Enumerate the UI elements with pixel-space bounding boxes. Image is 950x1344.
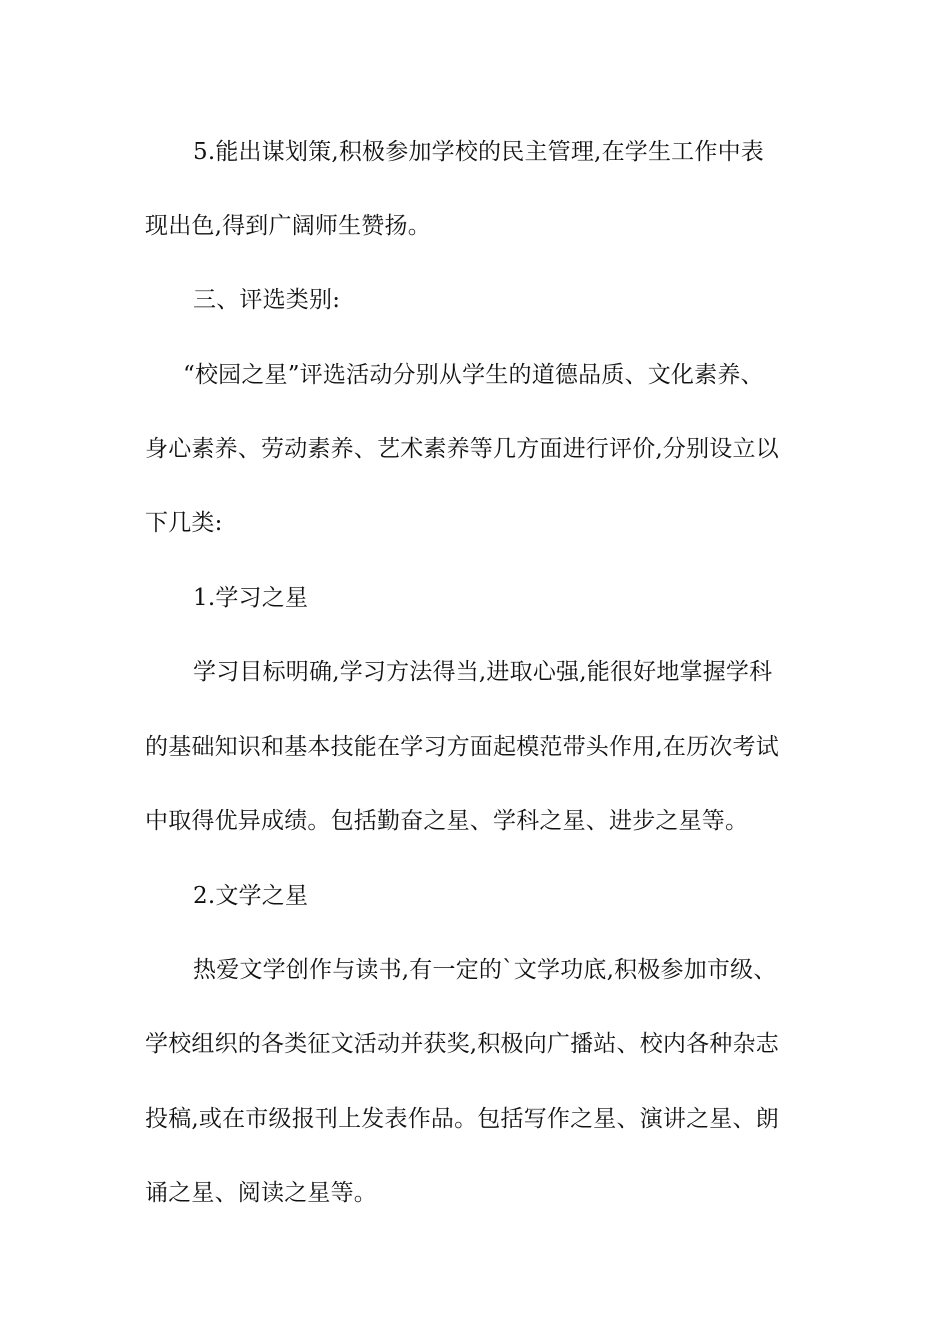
study-star-description-end: 中取得优异成绩。包括勤奋之星、学科之星、进步之星等。 xyxy=(145,808,749,834)
literature-star-description-end: 诵之星、阅读之星等。 xyxy=(145,1180,377,1206)
literature-star-description: 热爱文学创作与读书,有一定的`文学功底,积极参加市级、 xyxy=(193,957,777,983)
category-heading-literature-star: 2.文学之星 xyxy=(193,883,309,909)
criterion-5-text: 5.能出谋划策,积极参加学校的民主管理,在学生工作中表 xyxy=(193,139,764,165)
criterion-5-continued: 现出色,得到广阔师生赞扬。 xyxy=(145,213,431,239)
categories-intro-text: “校园之星”评选活动分别从学生的道德品质、文化素养、 xyxy=(183,362,764,388)
section-heading-categories: 三、评选类别: xyxy=(193,287,341,313)
literature-star-description-continued: 学校组织的各类征文活动并获奖,积极向广播站、校内各种杂志 xyxy=(145,1031,779,1057)
study-star-description-continued: 的基础知识和基本技能在学习方面起模范带头作用,在历次考试 xyxy=(145,734,779,760)
categories-intro-continued: 身心素养、劳动素养、艺术素养等几方面进行评价,分别设立以 xyxy=(145,436,779,462)
categories-intro-end: 下几类: xyxy=(145,510,223,536)
category-heading-study-star: 1.学习之星 xyxy=(193,585,309,611)
literature-star-description-continued-2: 投稿,或在市级报刊上发表作品。包括写作之星、演讲之星、朗 xyxy=(145,1106,779,1132)
study-star-description: 学习目标明确,学习方法得当,进取心强,能很好地掌握学科 xyxy=(193,659,773,685)
